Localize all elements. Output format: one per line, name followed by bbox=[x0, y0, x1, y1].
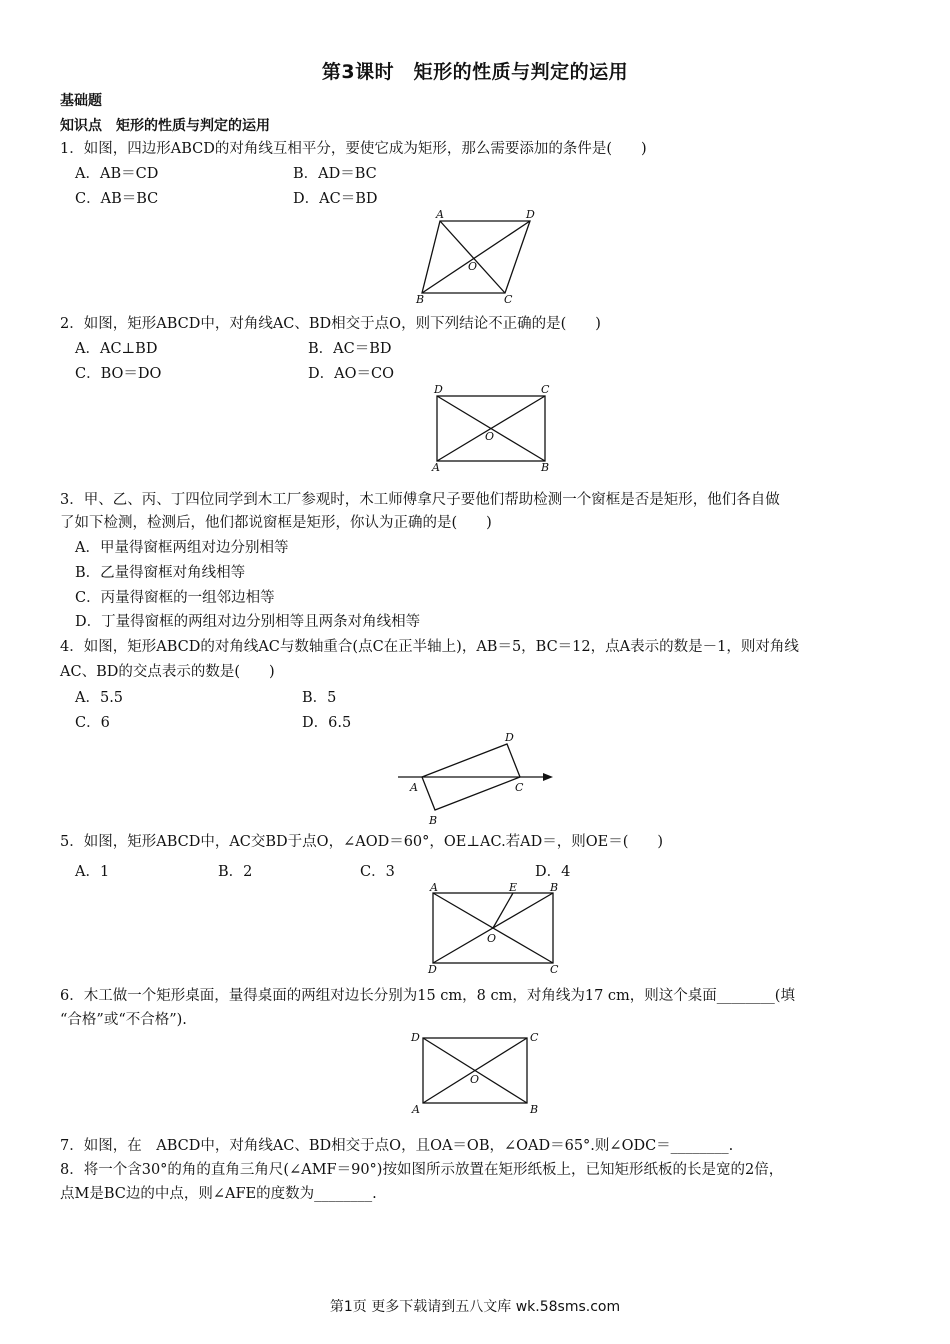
q4-stem-line1: 4．如图，矩形ABCD的对角线AC与数轴重合(点C在正半轴上)，AB＝5，BC＝12，点A表示的数是－1，则对角线 bbox=[60, 639, 799, 655]
q6-stem-line2: “合格”或“不合格”). bbox=[60, 1012, 187, 1028]
q2-option-d: D．AO＝CO bbox=[308, 366, 394, 382]
q5-label-c: C bbox=[550, 963, 559, 976]
q6-stem-line1: 6．木工做一个矩形桌面，量得桌面的两组对边长分别为15 cm，8 cm，对角线为17 cm，则这个桌面________(填 bbox=[60, 988, 795, 1004]
q5-label-a: A bbox=[430, 881, 438, 894]
q3-stem-line2: 了如下检测，检测后，他们都说窗框是矩形，你认为正确的是( ) bbox=[60, 515, 492, 531]
q2-stem: 2．如图，矩形ABCD中，对角线AC、BD相交于点O，则下列结论不正确的是( ) bbox=[60, 316, 601, 332]
q4-label-d: D bbox=[505, 731, 514, 744]
q5-label-o: O bbox=[487, 932, 497, 945]
q5-option-c: C．3 bbox=[360, 864, 395, 880]
q4-label-a: A bbox=[410, 781, 418, 794]
q4-number-line-figure bbox=[395, 728, 560, 830]
q1-option-b: B．AD＝BC bbox=[293, 166, 377, 182]
q1-stem: 1．如图，四边形ABCD的对角线互相平分，要使它成为矩形，那么需要添加的条件是( ) bbox=[60, 141, 647, 157]
q3-option-d: D．丁量得窗框的两组对边分别相等且两条对角线相等 bbox=[75, 614, 421, 630]
q6-label-c: C bbox=[530, 1031, 539, 1044]
q1-option-d: D．AC＝BD bbox=[293, 191, 378, 207]
q4-label-c: C bbox=[515, 781, 524, 794]
q1-label-a: A bbox=[436, 208, 444, 221]
q2-label-a: A bbox=[432, 461, 440, 474]
topic-heading: 知识点 矩形的性质与判定的运用 bbox=[60, 118, 270, 134]
q5-option-d: D．4 bbox=[535, 864, 571, 880]
q6-label-a: A bbox=[412, 1103, 420, 1116]
page-title: 第3课时 矩形的性质与判定的运用 bbox=[321, 61, 629, 83]
q7-stem: 7．如图，在 ABCD中，对角线AC、BD相交于点O，且OA＝OB，∠OAD＝65°.则∠ODC＝________. bbox=[60, 1138, 734, 1154]
q4-stem-line2: AC、BD的交点表示的数是( ) bbox=[60, 664, 275, 680]
q2-label-d: D bbox=[434, 383, 443, 396]
q1-label-o: O bbox=[468, 260, 478, 273]
q1-option-a: A．AB＝CD bbox=[75, 166, 159, 182]
q4-option-d: D．6.5 bbox=[302, 715, 352, 731]
q1-parallelogram-figure bbox=[410, 206, 545, 306]
q2-option-c: C．BO＝DO bbox=[75, 366, 162, 382]
q4-label-b: B bbox=[429, 814, 438, 827]
q4-option-a: A．5.5 bbox=[75, 690, 124, 706]
q2-option-b: B．AC＝BD bbox=[308, 341, 392, 357]
q3-stem-line1: 3．甲、乙、丙、丁四位同学到木工厂参观时，木工师傅拿尺子要他们帮助检测一个窗框是否是矩形，他们各自做 bbox=[60, 492, 780, 508]
q1-label-d: D bbox=[526, 208, 535, 221]
q2-option-a: A．AC⊥BD bbox=[75, 341, 158, 357]
q8-stem-line2: 点M是BC边的中点，则∠AFE的度数为________. bbox=[60, 1186, 377, 1202]
q6-label-d: D bbox=[411, 1031, 420, 1044]
q3-option-b: B．乙量得窗框对角线相等 bbox=[75, 565, 246, 581]
q5-label-d: D bbox=[428, 963, 437, 976]
q5-label-b: B bbox=[550, 881, 559, 894]
q6-rectangle-figure bbox=[408, 1029, 543, 1119]
q8-stem-line1: 8．将一个含30°的角的直角三角尺(∠AMF＝90°)按如图所示放置在矩形纸板上，已知矩形纸板的长是宽的2倍， bbox=[60, 1162, 784, 1178]
q4-option-b: B．5 bbox=[302, 690, 337, 706]
q5-rectangle-figure bbox=[420, 880, 570, 977]
q6-label-o: O bbox=[470, 1073, 480, 1086]
q2-rectangle-figure bbox=[425, 383, 555, 475]
q2-label-b: B bbox=[541, 461, 550, 474]
q2-label-c: C bbox=[541, 383, 550, 396]
q6-label-b: B bbox=[530, 1103, 539, 1116]
page-footer: 第1页 更多下载请到五八文库 wk.58sms.com bbox=[329, 1299, 621, 1315]
q5-stem: 5．如图，矩形ABCD中，AC交BD于点O，∠AOD＝60°，OE⊥AC.若AD＝，则OE＝( ) bbox=[60, 834, 664, 850]
q1-label-c: C bbox=[504, 293, 513, 306]
q5-option-a: A．1 bbox=[75, 864, 110, 880]
q4-option-c: C．6 bbox=[75, 715, 110, 731]
q1-label-b: B bbox=[416, 293, 425, 306]
q1-option-c: C．AB＝BC bbox=[75, 191, 159, 207]
q5-option-b: B．2 bbox=[218, 864, 253, 880]
section-heading: 基础题 bbox=[60, 93, 102, 109]
q5-label-e: E bbox=[509, 881, 518, 894]
q3-option-a: A．甲量得窗框两组对边分别相等 bbox=[75, 540, 289, 556]
q2-label-o: O bbox=[485, 430, 495, 443]
q3-option-c: C．丙量得窗框的一组邻边相等 bbox=[75, 590, 275, 606]
